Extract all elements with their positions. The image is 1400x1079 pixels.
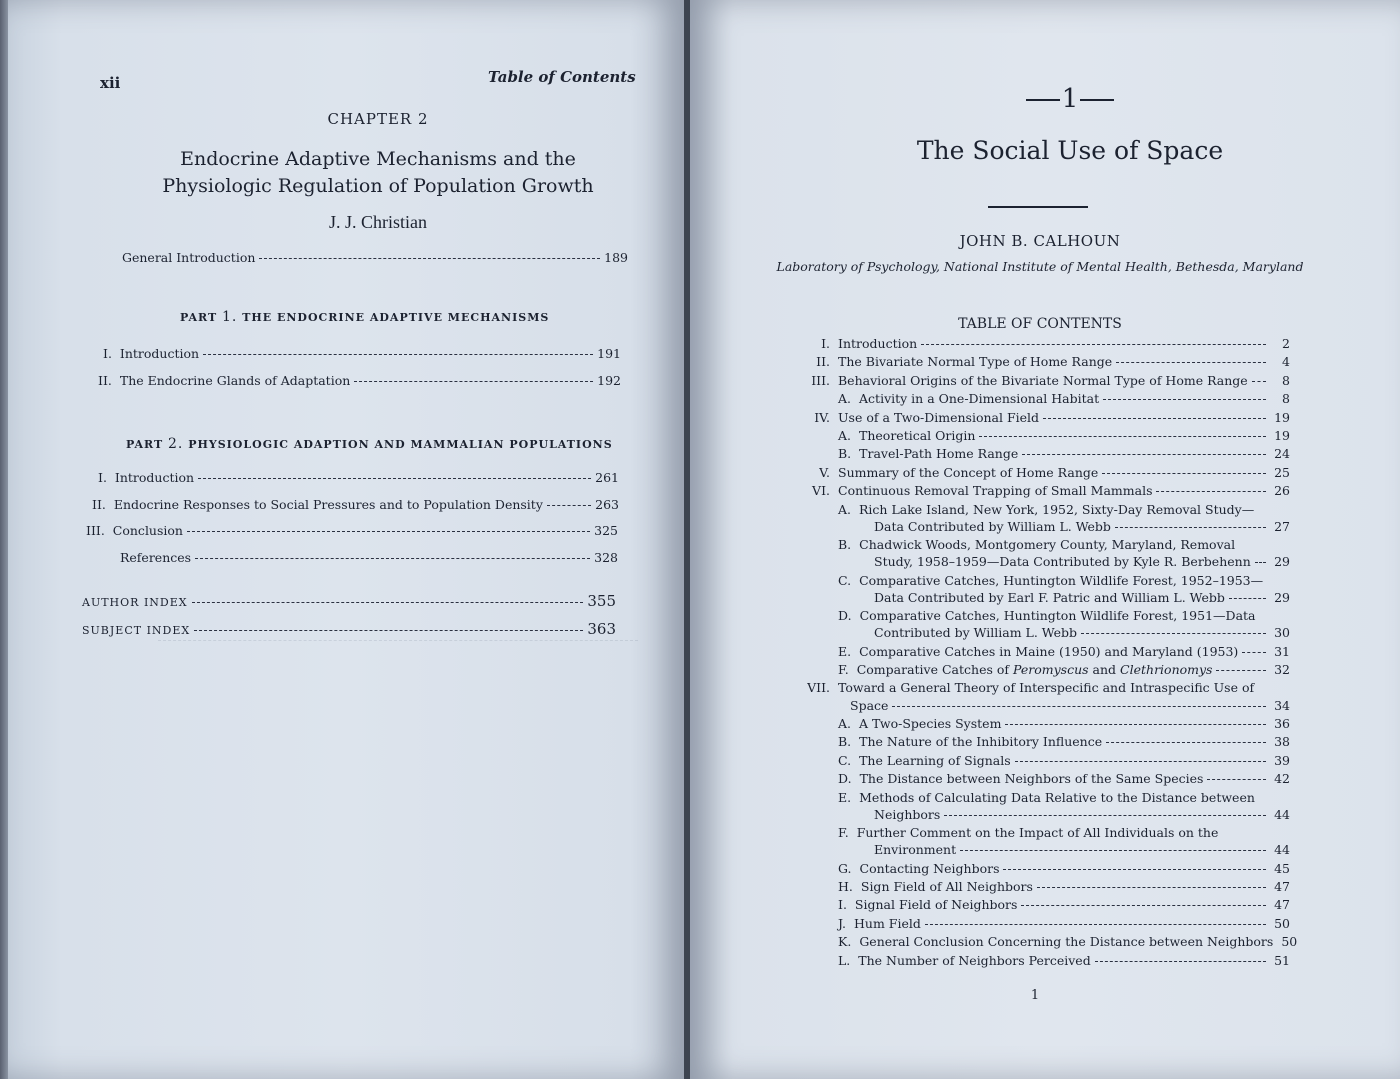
toc-page: 26	[1274, 483, 1290, 499]
toc-row[interactable]	[710, 336, 1290, 351]
toc-page: 191	[597, 346, 621, 361]
part-title: THE ENDOCRINE ADAPTIVE MECHANISMS	[242, 311, 550, 324]
toc-label: References	[120, 550, 192, 565]
toc-label: Introduction	[838, 336, 918, 351]
rule-left	[1026, 99, 1060, 101]
leader-dots	[1022, 454, 1266, 455]
toc-label: Further Comment on the Impact of All Individuals on the	[856, 825, 1219, 841]
toc-row-continuation[interactable]	[874, 519, 1290, 534]
toc-num: I.	[821, 336, 830, 351]
toc-row-part1-item2[interactable]	[98, 373, 621, 388]
chapter-title: The Social Use of Space	[916, 136, 1224, 165]
leader-dots	[1037, 887, 1266, 888]
leader-dots	[960, 850, 1266, 851]
toc-page: 34	[1274, 697, 1290, 713]
leader-dots	[187, 531, 590, 532]
toc-row[interactable]	[838, 662, 1290, 677]
toc-label: Sign Field of All Neighbors	[860, 878, 1033, 894]
leader-dots	[1081, 633, 1266, 634]
leader-dots	[1106, 742, 1266, 743]
toc-page: 19	[1274, 409, 1290, 425]
toc-row[interactable]	[710, 410, 1290, 425]
chapter-author: J. J. Christian	[328, 212, 427, 232]
toc-label: Introduction	[119, 346, 200, 361]
leader-dots	[892, 706, 1266, 707]
toc-label: Comparative Catches, Huntington Wildlife Forest, 1952–1953—	[859, 572, 1264, 588]
leader-dots	[921, 344, 1266, 345]
leader-dots	[1252, 381, 1266, 382]
toc-row[interactable]	[838, 861, 1290, 876]
toc-num: D.	[838, 771, 852, 787]
toc-label-continued: Data Contributed by Earl F. Patric and William L. Webb	[874, 589, 1225, 605]
toc-num: F.	[838, 825, 849, 841]
leader-dots	[1115, 527, 1266, 528]
toc-page: 363	[587, 620, 616, 638]
toc-page: 38	[1274, 734, 1290, 750]
toc-page: 32	[1274, 662, 1290, 678]
toc-page: 45	[1274, 860, 1290, 876]
toc-num: B.	[838, 734, 852, 750]
page-number: xii	[100, 74, 121, 92]
toc-row[interactable]	[838, 825, 1290, 840]
toc-row-part2-item1[interactable]	[98, 470, 619, 485]
toc-row[interactable]	[838, 446, 1290, 461]
toc-num: D.	[838, 608, 852, 624]
leader-dots	[1003, 869, 1266, 870]
toc-page: 25	[1274, 464, 1290, 480]
toc-heading: TABLE OF CONTENTS	[958, 316, 1122, 332]
toc-num: C.	[838, 572, 852, 588]
toc-row-part2-item2[interactable]	[92, 497, 619, 512]
part-number: 1.	[221, 309, 238, 325]
toc-num: C.	[838, 752, 852, 768]
toc-label: Continuous Removal Trapping of Small Mammals	[838, 483, 1153, 499]
part-prefix: PART	[180, 311, 218, 324]
toc-page: 51	[1274, 952, 1290, 968]
toc-row-part1-item1[interactable]	[103, 346, 621, 361]
book-edge	[0, 0, 8, 1079]
toc-label-continued: Environment	[874, 842, 957, 858]
toc-label: Signal Field of Neighbors	[854, 897, 1018, 913]
toc-page: 50	[1274, 915, 1290, 931]
toc-label: The Number of Neighbors Perceived	[858, 952, 1091, 968]
footer-page-number: 1	[1030, 988, 1040, 1003]
toc-row[interactable]	[838, 734, 1290, 749]
toc-row-continuation[interactable]	[874, 625, 1290, 640]
toc-row-continuation[interactable]	[874, 590, 1290, 605]
leader-dots	[1015, 761, 1266, 762]
toc-label: The Bivariate Normal Type of Home Range	[838, 354, 1113, 370]
author-affiliation: Laboratory of Psychology, National Institute of Mental Health, Bethesda, Maryland	[776, 259, 1304, 274]
toc-row[interactable]	[838, 502, 1290, 517]
toc-page: 44	[1274, 842, 1290, 858]
toc-row[interactable]	[838, 916, 1290, 931]
toc-num: A.	[838, 428, 852, 443]
toc-label: Contacting Neighbors	[859, 860, 1000, 876]
toc-page: 263	[595, 497, 619, 512]
leader-dots	[1095, 961, 1266, 962]
toc-page: 44	[1274, 806, 1290, 822]
toc-label: Use of a Two-Dimensional Field	[838, 409, 1040, 425]
toc-row-part2-item3[interactable]	[86, 523, 618, 538]
leader-dots	[1216, 670, 1266, 671]
toc-label: Conclusion	[112, 523, 183, 538]
toc-label: Introduction	[114, 470, 195, 485]
left-page	[8, 0, 684, 1079]
leader-dots	[547, 505, 591, 506]
toc-num: III.	[811, 372, 830, 388]
toc-num: K.	[838, 934, 852, 950]
toc-row[interactable]	[710, 465, 1290, 480]
chapter-number-text: 1	[1061, 84, 1079, 114]
toc-row-continuation[interactable]	[874, 554, 1290, 569]
toc-row[interactable]	[838, 771, 1290, 786]
leader-dots	[1103, 399, 1266, 400]
toc-page: 261	[595, 470, 619, 485]
toc-label: The Learning of Signals	[859, 752, 1011, 768]
toc-label: Travel-Path Home Range	[859, 446, 1019, 462]
toc-label-continued: Space	[850, 697, 889, 713]
toc-page: 192	[597, 373, 621, 388]
toc-label: A Two-Species System	[859, 715, 1002, 731]
toc-num: I.	[98, 470, 107, 485]
toc-row-continuation[interactable]	[874, 842, 1290, 857]
toc-num: I.	[103, 346, 112, 361]
chapter-author: JOHN B. CALHOUN	[959, 232, 1121, 250]
toc-num: B.	[838, 446, 852, 462]
title-rule	[988, 206, 1088, 208]
toc-label-continued: Study, 1958–1959—Data Contributed by Kyle R. Berbehenn	[874, 554, 1251, 570]
toc-label: General Conclusion Concerning the Distance between Neighbors	[859, 934, 1274, 950]
toc-row[interactable]	[838, 879, 1290, 894]
toc-num: L.	[838, 952, 851, 968]
part-prefix: PART	[126, 438, 164, 451]
leader-dots	[1043, 418, 1266, 419]
toc-label-continued: Neighbors	[874, 806, 941, 822]
toc-page: 4	[1282, 354, 1290, 370]
toc-num: IV.	[814, 409, 830, 425]
toc-page: 31	[1274, 643, 1290, 659]
leader-dots	[1255, 562, 1266, 563]
chapter-title	[118, 146, 638, 200]
toc-num: VI.	[812, 483, 830, 499]
leader-dots	[1207, 779, 1266, 780]
toc-row[interactable]	[710, 680, 1290, 695]
leader-dots	[192, 602, 584, 603]
toc-row-references[interactable]	[120, 550, 618, 565]
toc-page: 39	[1274, 752, 1290, 768]
toc-page: 50	[1281, 934, 1298, 950]
toc-num: F.	[838, 662, 849, 678]
toc-num: II.	[816, 354, 830, 370]
toc-page: 42	[1274, 771, 1290, 787]
toc-row[interactable]	[838, 644, 1290, 659]
leader-dots	[925, 924, 1266, 925]
leader-dots	[195, 558, 590, 559]
toc-row[interactable]	[838, 790, 1290, 805]
leader-dots	[198, 478, 591, 479]
toc-label: Summary of the Concept of Home Range	[838, 464, 1099, 480]
toc-page: 29	[1274, 589, 1290, 605]
toc-label: Behavioral Origins of the Bivariate Normal Type of Home Range	[838, 372, 1248, 388]
toc-num: III.	[86, 523, 105, 538]
toc-num: G.	[838, 860, 852, 876]
part2-heading	[126, 436, 613, 452]
toc-row-continuation[interactable]	[874, 807, 1290, 822]
leader-dots	[944, 815, 1266, 816]
toc-num: A.	[838, 501, 852, 517]
toc-label: General Introduction	[122, 250, 256, 265]
toc-label-text: and	[1092, 662, 1117, 678]
toc-num: E.	[838, 789, 852, 805]
toc-label: Endocrine Responses to Social Pressures and to Population Density	[113, 497, 543, 512]
toc-row-continuation[interactable]	[850, 698, 1290, 713]
toc-label: Comparative Catches in Maine (1950) and Maryland (1953)	[859, 643, 1239, 659]
toc-num: A.	[838, 391, 852, 407]
toc-row[interactable]	[838, 391, 1290, 406]
toc-page: 27	[1274, 518, 1290, 534]
leader-dots	[1116, 362, 1266, 363]
toc-page: 8	[1282, 372, 1290, 388]
toc-row[interactable]	[838, 537, 1290, 552]
leader-dots	[979, 436, 1266, 437]
toc-row[interactable]	[838, 428, 1290, 443]
toc-label: AUTHOR INDEX	[82, 596, 188, 609]
leader-dots	[203, 354, 593, 355]
chapter-number	[990, 84, 1150, 114]
toc-row[interactable]	[838, 953, 1290, 968]
genus-name: Peromyscus	[1013, 662, 1089, 678]
leader-dots	[1021, 905, 1266, 906]
leader-dots	[259, 258, 600, 259]
toc-num: VII.	[807, 680, 830, 696]
leader-dots	[194, 630, 583, 631]
toc-label: The Nature of the Inhibitory Influence	[859, 734, 1103, 750]
toc-label	[857, 662, 1213, 677]
toc-num: A.	[838, 715, 852, 731]
toc-label: Methods of Calculating Data Relative to the Distance between	[859, 789, 1255, 805]
toc-page: 47	[1274, 897, 1290, 913]
toc-label: Rich Lake Island, New York, 1952, Sixty-Day Removal Study—	[859, 501, 1255, 517]
toc-num: J.	[838, 915, 847, 931]
toc-label: Comparative Catches, Huntington Wildlife Forest, 1951—Data	[859, 608, 1256, 624]
leader-dots	[354, 381, 593, 382]
toc-num: II.	[92, 497, 106, 512]
toc-page: 29	[1274, 554, 1290, 570]
toc-row[interactable]	[838, 934, 1298, 950]
toc-num: II.	[98, 373, 112, 388]
toc-label: Activity in a One-Dimensional Habitat	[859, 391, 1100, 407]
toc-row[interactable]	[710, 354, 1290, 369]
toc-row[interactable]	[838, 573, 1290, 588]
toc-page: 325	[594, 523, 618, 538]
toc-row[interactable]	[838, 897, 1290, 912]
toc-label: The Distance between Neighbors of the Same Species	[859, 771, 1204, 787]
toc-num: B.	[838, 537, 852, 553]
chapter-title-line2: Physiologic Regulation of Population Growth	[162, 175, 594, 197]
toc-row[interactable]	[838, 716, 1290, 731]
toc-row[interactable]	[838, 608, 1290, 623]
running-head: Table of Contents	[488, 68, 636, 86]
rule-right	[1080, 99, 1114, 101]
part-number: 2.	[167, 436, 184, 452]
chapter-title-line1: Endocrine Adaptive Mechanisms and the	[180, 148, 576, 170]
toc-page: 19	[1274, 428, 1290, 443]
toc-label: Toward a General Theory of Interspecific and Intraspecific Use of	[838, 680, 1255, 696]
part1-heading	[180, 309, 549, 325]
toc-num: H.	[838, 878, 853, 894]
toc-row[interactable]	[710, 373, 1290, 388]
leader-dots	[1005, 724, 1266, 725]
toc-row-general-intro[interactable]	[122, 250, 628, 265]
toc-row-author-index[interactable]	[82, 592, 616, 610]
toc-page: 36	[1274, 715, 1290, 731]
genus-name: Clethrionomys	[1120, 662, 1213, 678]
right-page	[690, 0, 1400, 1079]
leader-dots	[1242, 652, 1266, 653]
leader-dots	[1102, 473, 1266, 474]
toc-num: E.	[838, 643, 852, 659]
toc-page: 47	[1274, 878, 1290, 894]
toc-label: The Endocrine Glands of Adaptation	[119, 373, 351, 388]
leader-dots	[1156, 491, 1266, 492]
toc-label-continued: Contributed by William L. Webb	[874, 625, 1077, 641]
toc-row-subject-index[interactable]	[82, 620, 616, 638]
toc-label: Theoretical Origin	[859, 428, 976, 443]
toc-label-text: Comparative Catches of	[856, 662, 1010, 678]
toc-num: I.	[838, 897, 847, 913]
chapter-label: CHAPTER 2	[327, 110, 429, 128]
toc-row[interactable]	[838, 753, 1290, 768]
toc-page: 355	[587, 592, 616, 610]
part-title: PHYSIOLOGIC ADAPTION AND MAMMALIAN POPULATIONS	[188, 438, 613, 451]
toc-page: 8	[1282, 391, 1290, 407]
toc-page: 24	[1274, 446, 1290, 462]
show-through-marks	[158, 640, 638, 941]
toc-page: 30	[1274, 625, 1290, 641]
toc-num: V.	[819, 464, 830, 480]
toc-label: Hum Field	[854, 915, 921, 931]
toc-page: 2	[1282, 336, 1290, 351]
leader-dots	[1229, 598, 1266, 599]
toc-page: 189	[604, 250, 628, 265]
toc-label: Chadwick Woods, Montgomery County, Maryland, Removal	[859, 537, 1236, 553]
toc-label-continued: Data Contributed by William L. Webb	[874, 518, 1111, 534]
toc-row[interactable]	[710, 483, 1290, 498]
toc-label: SUBJECT INDEX	[82, 624, 191, 637]
toc-page: 328	[594, 550, 618, 565]
